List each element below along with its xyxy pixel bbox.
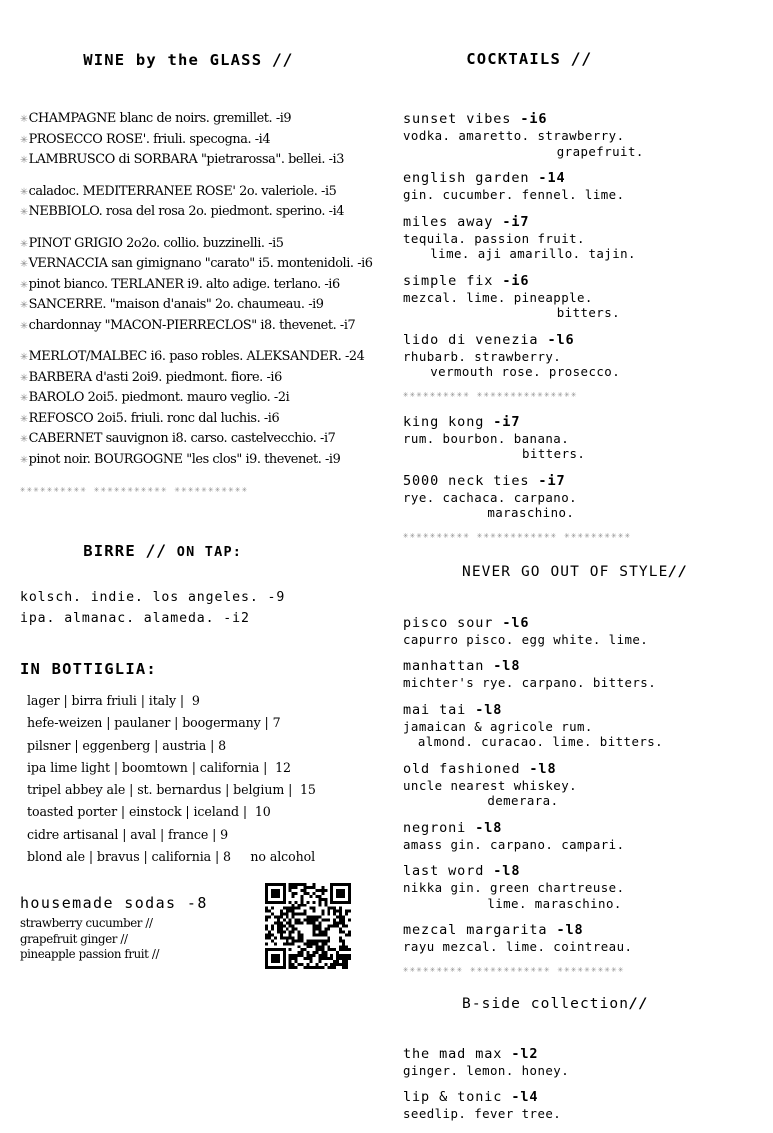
cocktails-heading bbox=[403, 32, 763, 86]
cocktail-ingredients: capurro pisco. egg white. lime. bbox=[403, 631, 649, 647]
cocktails-heading-text: COCKTAILS bbox=[466, 50, 572, 68]
cocktail-item bbox=[403, 1046, 763, 1079]
bottled-beer-item: lager | birra friuli | italy | 9 bbox=[27, 693, 200, 708]
wine-item bbox=[20, 234, 377, 255]
cocktail-name-label: english garden bbox=[403, 170, 539, 186]
cocktail-ingredients: jamaican & agricole rum. bbox=[403, 718, 593, 734]
cocktail-name bbox=[403, 473, 763, 490]
birre-heading-slashes: // bbox=[146, 542, 168, 560]
cocktail-name-label: mai tai bbox=[403, 701, 476, 718]
wine-group bbox=[20, 234, 392, 337]
wine-group bbox=[20, 109, 392, 171]
cocktail-ingredients: uncle nearest whiskey. bbox=[403, 777, 578, 793]
cocktail-price: -l8 bbox=[493, 863, 521, 879]
bottled-beer-item: hefe-weizen | paulaner | boogermany | 7 bbox=[27, 715, 281, 731]
bside-heading-slashes: // bbox=[629, 995, 649, 1012]
wine-item bbox=[20, 109, 377, 130]
cocktail-ingredients: amass gin. carpano. campari. bbox=[403, 836, 625, 852]
cocktail-name bbox=[403, 273, 763, 290]
cocktail-ingredients: michter's rye. carpano. bitters. bbox=[403, 675, 657, 690]
asterisk-icon: ✳ bbox=[20, 434, 28, 445]
wine-item-label: SANCERRE. "maison d'anais" 2o. chaumeau. -i9 bbox=[28, 297, 324, 312]
wine-item-label: PINOT GRIGIO 2o2o. collio. buzzinelli. -i5 bbox=[28, 235, 284, 251]
cocktail-price: -l4 bbox=[511, 1089, 539, 1105]
cocktail-name-label: sunset vibes bbox=[403, 111, 521, 127]
wine-heading-slashes: // bbox=[272, 51, 294, 69]
cocktail-name-label: pisco sour bbox=[403, 614, 503, 631]
cocktail-name bbox=[403, 214, 763, 231]
cocktail-item bbox=[403, 332, 763, 380]
cocktail-item bbox=[403, 170, 763, 203]
bottled-beer-item: tripel abbey ale | st. bernardus | belgium | 15 bbox=[27, 782, 316, 798]
wine-item-label: REFOSCO 2oi5. friuli. ronc dal luchis. -i6 bbox=[28, 410, 280, 426]
wine-item-label: BARBERA d'asti 2oi9. piedmont. fiore. -i6 bbox=[28, 369, 282, 385]
bottiglia-heading: IN BOTTIGLIA: bbox=[20, 660, 157, 678]
wine-item-label: pinot noir. BOURGOGNE "les clos" i9. thevenet. -i9 bbox=[28, 451, 341, 467]
cocktail-name bbox=[403, 1046, 763, 1063]
cocktail-price: -l8 bbox=[493, 658, 521, 674]
divider-right-2: ✳✳✳✳✳✳✳✳✳✳ ✳✳✳✳✳✳✳✳✳✳✳✳ ✳✳✳✳✳✳✳✳✳✳ bbox=[403, 530, 632, 541]
asterisk-icon: ✳ bbox=[20, 372, 28, 384]
birre-heading bbox=[20, 524, 392, 578]
bottled-beer-item: blond ale | bravus | california | 8 no alcohol bbox=[27, 849, 316, 865]
cocktail-ingredients: maraschino. bbox=[487, 505, 575, 520]
wine-heading-text: WINE by the GLASS bbox=[83, 51, 273, 69]
bside-heading-text: B-side collection bbox=[461, 995, 630, 1012]
cocktail-ingredients: rhubarb. strawberry. bbox=[403, 348, 562, 364]
wine-item-label: CHAMPAGNE blanc de noirs. gremillet. -i9 bbox=[28, 111, 292, 126]
wine-list bbox=[20, 109, 392, 470]
cocktail-ingredients: lime. aji amarillo. tajin. bbox=[430, 246, 636, 261]
cocktail-ingredients: almond. curacao. lime. bitters. bbox=[417, 734, 664, 749]
cocktail-price: -i7 bbox=[502, 213, 530, 230]
cocktail-price: -l8 bbox=[475, 701, 503, 718]
tap-beer-item: ipa. almanac. alameda. -i2 bbox=[20, 611, 250, 626]
wine-item-label: PROSECCO ROSE'. friuli. specogna. -i4 bbox=[28, 131, 271, 147]
cocktail-name bbox=[403, 702, 763, 719]
divider-right-1: ✳✳✳✳✳✳✳✳✳✳ ✳✳✳✳✳✳✳✳✳✳✳✳✳✳✳ bbox=[403, 389, 578, 400]
wine-item bbox=[20, 450, 377, 471]
asterisk-icon: ✳ bbox=[20, 279, 28, 291]
asterisk-icon: ✳ bbox=[20, 259, 28, 270]
cocktail-name bbox=[403, 414, 763, 431]
cocktail-list-secondary bbox=[403, 414, 763, 521]
cocktail-list-bside bbox=[403, 1046, 763, 1122]
wine-item-label: pinot bianco. TERLANER i9. alto adige. terlano. -i6 bbox=[28, 276, 340, 292]
asterisk-icon: ✳ bbox=[20, 393, 28, 404]
wine-item bbox=[20, 295, 377, 316]
cocktails-heading-slashes: // bbox=[571, 50, 593, 68]
divider-right-3: ✳✳✳✳✳✳✳✳✳ ✳✳✳✳✳✳✳✳✳✳✳✳ ✳✳✳✳✳✳✳✳✳✳ bbox=[403, 964, 625, 975]
cocktail-list-classics bbox=[403, 615, 763, 955]
wine-group bbox=[20, 347, 392, 470]
cocktail-item bbox=[403, 473, 763, 521]
cocktail-item bbox=[403, 414, 763, 462]
cocktail-name-label: negroni bbox=[403, 819, 476, 836]
bottled-beer-item: cidre artisanal | aval | france | 9 bbox=[27, 826, 229, 842]
asterisk-icon: ✳ bbox=[20, 454, 28, 466]
cocktail-name bbox=[403, 761, 763, 778]
birre-heading-tail: ON TAP: bbox=[167, 544, 243, 560]
asterisk-icon: ✳ bbox=[20, 186, 28, 198]
wine-item-label: CABERNET sauvignon i8. carso. castelvecchio. -i7 bbox=[28, 431, 336, 446]
cocktail-price: -i7 bbox=[538, 472, 566, 489]
cocktail-ingredients: grapefruit. bbox=[556, 143, 644, 159]
cocktail-item bbox=[403, 214, 763, 262]
cocktail-ingredients: vodka. amaretto. strawberry. bbox=[403, 128, 625, 143]
wine-item-label: chardonnay "MACON-PIERRECLOS" i8. thevenet. -i7 bbox=[28, 317, 356, 333]
cocktail-list-primary bbox=[403, 111, 763, 380]
never-heading-slashes: // bbox=[668, 563, 689, 580]
cocktail-name-label: king kong bbox=[403, 413, 494, 430]
cocktail-price: -i6 bbox=[520, 111, 548, 127]
soda-flavor-item: grapefruit ginger // bbox=[20, 930, 128, 946]
asterisk-icon: ✳ bbox=[20, 352, 28, 363]
bottled-beer-item: ipa lime light | boomtown | california | 12 bbox=[27, 759, 291, 775]
cocktail-price: -l8 bbox=[556, 922, 584, 938]
bottled-beer-item: toasted porter | einstock | iceland | 10 bbox=[27, 804, 271, 820]
cocktail-ingredients: rum. bourbon. banana. bbox=[403, 430, 570, 446]
asterisk-icon: ✳ bbox=[20, 155, 28, 166]
cocktail-ingredients: gin. cucumber. fennel. lime. bbox=[403, 187, 625, 202]
asterisk-icon: ✳ bbox=[20, 320, 28, 332]
qr-code[interactable] bbox=[265, 882, 351, 970]
asterisk-icon: ✳ bbox=[20, 114, 28, 125]
wine-item-label: NEBBIOLO. rosa del rosa 2o. piedmont. sperino. -i4 bbox=[28, 204, 345, 219]
cocktail-name-label: lido di venezia bbox=[403, 331, 548, 348]
wine-item bbox=[20, 254, 377, 275]
cocktail-name-label: miles away bbox=[403, 213, 503, 230]
sodas-heading: housemade sodas -8 bbox=[20, 894, 208, 913]
cocktail-price: -l6 bbox=[547, 331, 575, 348]
wine-item bbox=[20, 429, 377, 450]
left-column bbox=[20, 0, 392, 962]
tap-list bbox=[20, 587, 392, 629]
cocktail-name-label: manhattan bbox=[403, 658, 494, 674]
cocktail-price: -l8 bbox=[529, 760, 557, 777]
cocktail-item bbox=[403, 820, 763, 853]
wine-item bbox=[20, 182, 377, 203]
asterisk-icon: ✳ bbox=[20, 300, 28, 311]
right-column bbox=[403, 0, 763, 1133]
cocktail-ingredients: vermouth rose. prosecco. bbox=[430, 364, 621, 379]
bottled-beer-item: pilsner | eggenberg | austria | 8 bbox=[27, 737, 227, 753]
cocktail-price: -l8 bbox=[475, 819, 503, 836]
wine-section-heading bbox=[20, 33, 392, 87]
wine-item bbox=[20, 388, 377, 409]
cocktail-name-label: the mad max bbox=[403, 1045, 512, 1062]
asterisk-icon: ✳ bbox=[20, 413, 28, 425]
wine-item bbox=[20, 368, 377, 389]
wine-item-label: MERLOT/MALBEC i6. paso robles. ALEKSANDER. -24 bbox=[28, 349, 365, 364]
cocktail-name-label: old fashioned bbox=[403, 760, 530, 777]
cocktail-name-label: lip & tonic bbox=[403, 1089, 512, 1105]
soda-flavor-item: strawberry cucumber // bbox=[20, 915, 153, 931]
cocktail-price: -14 bbox=[538, 170, 566, 186]
cocktail-item bbox=[403, 1089, 763, 1122]
cocktail-ingredients: mezcal. lime. pineapple. bbox=[403, 289, 593, 305]
cocktail-item bbox=[403, 761, 763, 809]
cocktail-price: -l6 bbox=[502, 614, 530, 631]
cocktail-price: -i7 bbox=[493, 413, 521, 430]
bside-heading bbox=[403, 980, 763, 1028]
asterisk-icon: ✳ bbox=[20, 207, 28, 218]
wine-item bbox=[20, 347, 377, 368]
cocktail-name bbox=[403, 1089, 763, 1106]
cocktail-name bbox=[403, 615, 763, 632]
cocktail-ingredients: demerara. bbox=[487, 793, 559, 808]
never-go-out-of-style-heading bbox=[403, 548, 763, 596]
cocktail-ingredients: seedlip. fever tree. bbox=[403, 1106, 562, 1121]
tap-beer-item: kolsch. indie. los angeles. -9 bbox=[20, 590, 286, 605]
cocktail-item bbox=[403, 922, 763, 955]
cocktail-name-label: mezcal margarita bbox=[403, 922, 557, 938]
wine-group bbox=[20, 182, 392, 223]
cocktail-name bbox=[403, 922, 763, 939]
cocktail-name-label: last word bbox=[403, 863, 494, 879]
cocktail-item bbox=[403, 615, 763, 648]
cocktail-ingredients: tequila. passion fruit. bbox=[403, 230, 585, 246]
cocktail-item bbox=[403, 658, 763, 691]
cocktail-ingredients: ginger. lemon. honey. bbox=[403, 1062, 570, 1078]
cocktail-ingredients: rye. cachaca. carpano. bbox=[403, 489, 578, 505]
cocktail-name bbox=[403, 111, 763, 128]
wine-item bbox=[20, 409, 377, 430]
cocktail-name bbox=[403, 658, 763, 675]
cocktail-ingredients: lime. maraschino. bbox=[487, 895, 622, 911]
wine-item bbox=[20, 202, 377, 223]
wine-item bbox=[20, 316, 377, 337]
bottle-list bbox=[20, 690, 392, 868]
cocktail-name-label: 5000 neck ties bbox=[403, 472, 539, 489]
cocktail-name bbox=[403, 863, 763, 880]
wine-item bbox=[20, 130, 377, 151]
wine-item-label: caladoc. MEDITERRANEE ROSE' 2o. valeriole. -i5 bbox=[28, 183, 337, 199]
cocktail-ingredients: nikka gin. green chartreuse. bbox=[403, 880, 625, 895]
wine-item-label: VERNACCIA san gimignano "carato" i5. montenidoli. -i6 bbox=[28, 256, 373, 271]
cocktail-price: -i6 bbox=[502, 272, 530, 289]
cocktail-item bbox=[403, 863, 763, 911]
soda-flavor-item: pineapple passion fruit // bbox=[20, 946, 160, 962]
cocktail-name bbox=[403, 820, 763, 837]
wine-item-label: LAMBRUSCO di SORBARA "pietrarossa". bellei. -i3 bbox=[28, 152, 344, 167]
cocktail-item bbox=[403, 702, 763, 750]
cocktail-ingredients: bitters. bbox=[522, 446, 586, 461]
asterisk-icon: ✳ bbox=[20, 134, 28, 146]
cocktail-ingredients: rayu mezcal. lime. cointreau. bbox=[403, 939, 633, 954]
cocktail-ingredients: bitters. bbox=[556, 305, 621, 320]
cocktail-item bbox=[403, 111, 763, 159]
birre-heading-text: BIRRE bbox=[83, 542, 147, 560]
cocktail-item bbox=[403, 273, 763, 321]
cocktail-name bbox=[403, 332, 763, 349]
cocktail-name-label: simple fix bbox=[403, 272, 503, 289]
wine-item-label: BAROLO 2oi5. piedmont. mauro veglio. -2i bbox=[28, 390, 290, 405]
cocktail-name bbox=[403, 170, 763, 187]
wine-item bbox=[20, 275, 377, 296]
divider-left: ✳✳✳✳✳✳✳✳✳✳ ✳✳✳✳✳✳✳✳✳✳✳ ✳✳✳✳✳✳✳✳✳✳✳ bbox=[20, 485, 249, 495]
asterisk-icon: ✳ bbox=[20, 238, 28, 250]
wine-item bbox=[20, 150, 377, 171]
cocktail-price: -l2 bbox=[511, 1045, 539, 1062]
never-heading-text: NEVER GO OUT OF STYLE bbox=[461, 563, 669, 580]
